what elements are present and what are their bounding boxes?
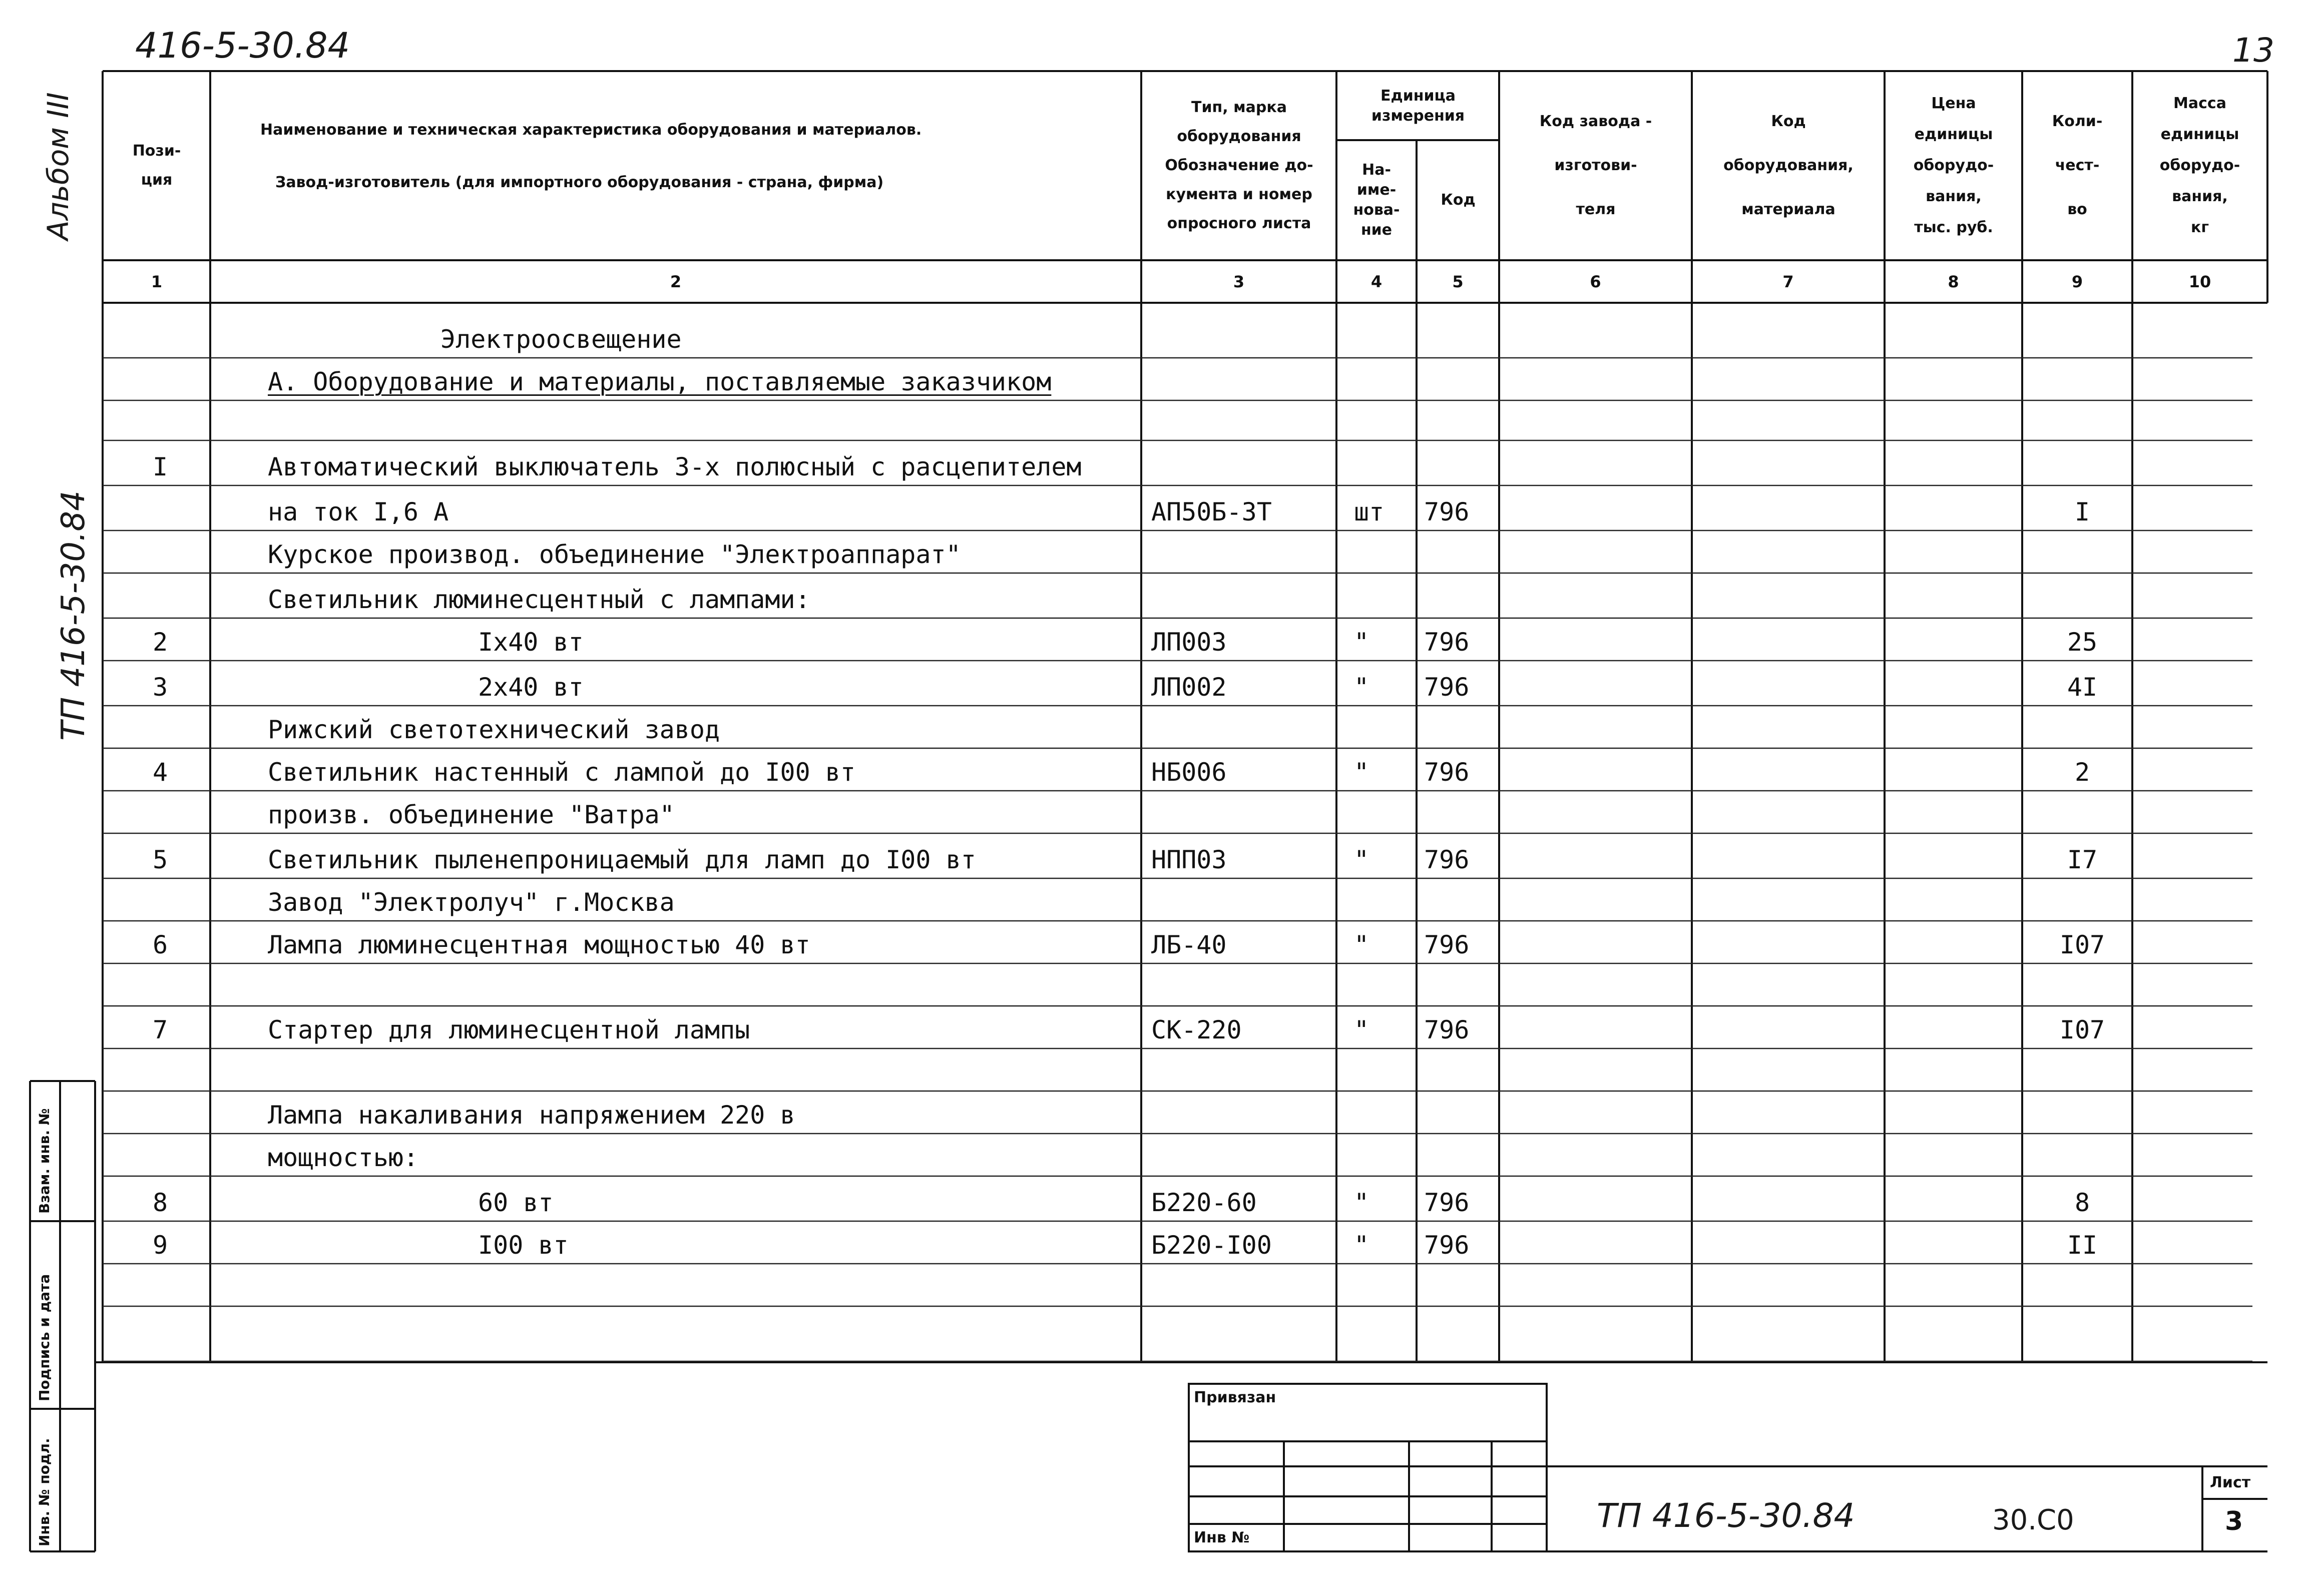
cell-unit-name: " <box>1354 1188 1369 1217</box>
stamp-list-number: 3 <box>2225 1506 2243 1536</box>
col-num-3: 3 <box>1233 272 1245 291</box>
cell-type: СК-220 <box>1151 1015 1242 1044</box>
stamp-sheet-code: 30.С0 <box>1992 1504 2074 1536</box>
cell-name: Светильник люминесцентный с лампами: <box>268 585 810 614</box>
cell-unit-name: " <box>1354 1015 1369 1044</box>
cell-unit-name: " <box>1354 845 1369 874</box>
sheet-corner-number: 13 <box>2232 31 2274 70</box>
top-code: 416-5-30.84 <box>135 25 350 66</box>
cell-name: Рижский светотехнический завод <box>268 715 720 744</box>
margin-vzam: Взам. инв. № <box>36 1108 53 1214</box>
header-type: Тип, марка оборудования Обозначение до- кумента и номер опросного листа <box>1165 99 1313 232</box>
cell-quantity: I07 <box>2059 1015 2105 1044</box>
cell-unit-code: 796 <box>1424 497 1470 526</box>
stamp-inv: Инв № <box>1194 1529 1250 1546</box>
cell-position: 7 <box>152 1015 168 1044</box>
col-num-6: 6 <box>1590 272 1601 291</box>
cell-unit-code: 796 <box>1424 673 1470 702</box>
cell-type: ЛП002 <box>1151 673 1227 702</box>
cell-name: произв. объединение "Ватра" <box>268 800 675 829</box>
cell-unit-name: " <box>1354 758 1369 787</box>
cell-position: 6 <box>152 930 168 959</box>
cell-name: мощностью: <box>268 1143 419 1172</box>
cell-type: ЛП003 <box>1151 628 1227 657</box>
cell-name: 2х40 вт <box>478 673 584 702</box>
cell-unit-code: 796 <box>1424 628 1470 657</box>
side-code: ТП 416-5-30.84 <box>55 490 92 741</box>
cell-position: 9 <box>152 1231 168 1260</box>
cell-unit-code: 796 <box>1424 1188 1470 1217</box>
album-label: Альбом III <box>41 92 75 240</box>
cell-position: 4 <box>152 758 168 787</box>
cell-name: Светильник пыленепроницаемый для ламп до I00 вт <box>268 845 976 874</box>
cell-unit-code: 796 <box>1424 1231 1470 1260</box>
cell-quantity: I7 <box>2067 845 2098 874</box>
cell-unit-code: 796 <box>1424 758 1470 787</box>
header-unit-code: Код <box>1441 191 1476 209</box>
cell-name: Светильник настенный с лампой до I00 вт <box>268 758 855 787</box>
col-num-10: 10 <box>2188 272 2211 291</box>
header-equipment-code: Код оборудования, материала <box>1723 113 1854 218</box>
cell-unit-name: " <box>1354 628 1369 657</box>
cell-quantity: 2 <box>2074 758 2090 787</box>
cell-unit-name: " <box>1354 673 1369 702</box>
cell-type: Б220-60 <box>1151 1188 1257 1217</box>
cell-position: I <box>152 452 168 481</box>
cell-name: I00 вт <box>478 1231 569 1260</box>
cell-quantity: I07 <box>2059 930 2105 959</box>
stamp-privyazan: Привязан <box>1194 1389 1276 1406</box>
cell-name: Стартер для люминесцентной лампы <box>268 1015 750 1044</box>
cell-name: Лампа накаливания напряжением 220 в <box>268 1101 795 1130</box>
cell-position: 8 <box>152 1188 168 1217</box>
cell-quantity: 8 <box>2074 1188 2090 1217</box>
cell-quantity: 25 <box>2067 628 2098 657</box>
header-mass: Масса единицы оборудо- вания, кг <box>2159 95 2240 236</box>
cell-name: Лампа люминесцентная мощностью 40 вт <box>268 930 810 959</box>
cell-position: 3 <box>152 673 168 702</box>
cell-name: Курское производ. объединение "Электроаппарат" <box>268 540 961 569</box>
header-price: Цена единицы оборудо- вания, тыс. руб. <box>1913 95 1994 236</box>
header-unit: Единица измерения <box>1371 87 1465 125</box>
cell-name: Автоматический выключатель 3-х полюсный с расцепителем <box>268 452 1082 481</box>
header-position: Пози- ция <box>132 142 181 189</box>
col-num-8: 8 <box>1948 272 1959 291</box>
cell-position: 5 <box>152 845 168 874</box>
cell-quantity: 4I <box>2067 673 2098 702</box>
cell-type: НПП03 <box>1151 845 1227 874</box>
header-unit-name: На- име- нова- ние <box>1353 161 1400 239</box>
col-num-7: 7 <box>1782 272 1794 291</box>
cell-type: ЛБ-40 <box>1151 930 1227 959</box>
cell-unit-name: шт <box>1354 497 1385 526</box>
col-num-5: 5 <box>1452 272 1464 291</box>
cell-name: 60 вт <box>478 1188 554 1217</box>
cell-type: Б220-I00 <box>1151 1231 1272 1260</box>
col-num-2: 2 <box>670 272 682 291</box>
cell-unit-code: 796 <box>1424 1015 1470 1044</box>
cell-position: 2 <box>152 628 168 657</box>
cell-quantity: I <box>2074 497 2090 526</box>
stamp-code: ТП 416-5-30.84 <box>1597 1496 1855 1535</box>
cell-quantity: II <box>2067 1231 2098 1260</box>
cell-unit-name: " <box>1354 1231 1369 1260</box>
col-num-1: 1 <box>151 272 163 291</box>
cell-name: Завод "Электролуч" г.Москва <box>268 888 675 917</box>
cell-type: АП50Б-3Т <box>1151 497 1272 526</box>
cell-unit-code: 796 <box>1424 845 1470 874</box>
col-num-4: 4 <box>1370 272 1382 291</box>
cell-type: НБ006 <box>1151 758 1227 787</box>
header-quantity: Коли- чест- во <box>2052 113 2103 218</box>
stamp-list-label: Лист <box>2210 1474 2251 1491</box>
header-factory-code: Код завода - изготови- теля <box>1539 113 1652 218</box>
cell-name: на ток I,6 А <box>268 497 449 526</box>
cell-unit-code: 796 <box>1424 930 1470 959</box>
col-num-9: 9 <box>2071 272 2083 291</box>
header-name-line2: Завод-изготовитель (для импортного оборудования - страна, фирма) <box>275 174 884 191</box>
cell-name: Iх40 вт <box>478 628 584 657</box>
cell-name: Электроосвещение <box>440 325 682 354</box>
margin-podpis: Подпись и дата <box>36 1274 53 1401</box>
header-name-line1: Наименование и техническая характеристика оборудования и материалов. <box>260 121 922 139</box>
margin-inv-podl: Инв. № подл. <box>36 1438 53 1546</box>
cell-unit-name: " <box>1354 930 1369 959</box>
cell-name: А. Оборудование и материалы, поставляемые заказчиком <box>268 367 1052 396</box>
